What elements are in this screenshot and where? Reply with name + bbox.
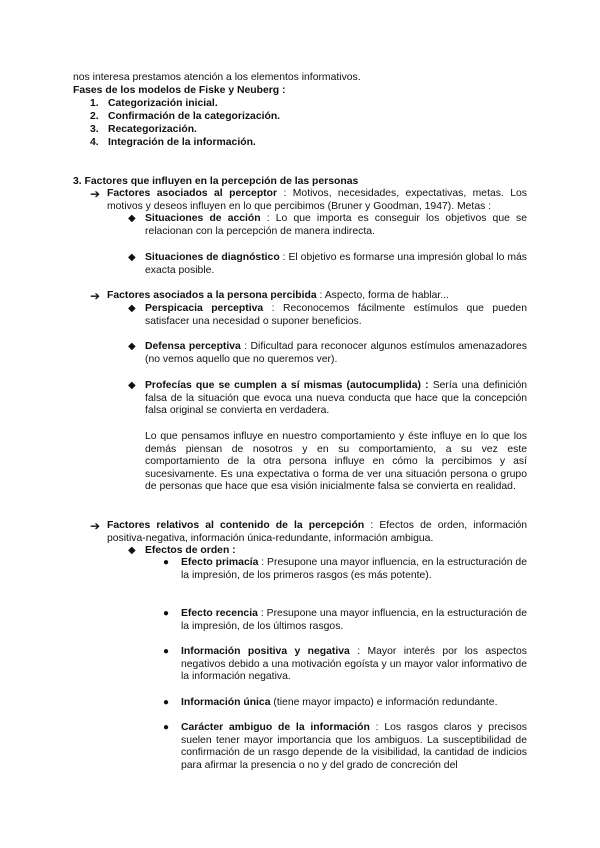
phases-heading: Fases de los modelos de Fiske y Neuberg : xyxy=(73,85,286,96)
diamond-icon: ◆ xyxy=(128,380,136,391)
persona-factors: Factores asociados a la persona percibida : Aspecto, forma de hablar... xyxy=(107,290,449,301)
diamond-icon: ◆ xyxy=(128,545,136,556)
list-item: 4. Integración de la información. xyxy=(90,137,256,148)
list-item: 1. Categorización inicial. xyxy=(90,98,218,109)
arrow-icon: ➔ xyxy=(90,289,101,303)
perceptor-factors: Factores asociados al perceptor : Motivos, necesidades, expectativas, metas. Los motivos y deseos influyen en lo que percibimos (Bruner y Goodman, 1947). Metas : xyxy=(107,188,527,212)
efectos-orden-title: Efectos de orden : xyxy=(145,545,236,556)
diamond-icon: ◆ xyxy=(128,213,136,224)
informacion-unica: Información única (tiene mayor impacto) e información redundante. xyxy=(181,697,498,708)
arrow-icon: ➔ xyxy=(90,519,101,533)
diamond-icon: ◆ xyxy=(128,252,136,263)
bullet-dot-icon: ● xyxy=(163,722,170,733)
diamond-icon: ◆ xyxy=(128,303,136,314)
situaciones-diagnostico: Situaciones de diagnóstico : El objetivo es formarse una impresión global lo más exacta posible. xyxy=(145,252,527,276)
situaciones-accion: Situaciones de acción : Lo que importa es conseguir los objetivos que se relacionan con la percepción de manera indirecta. xyxy=(145,213,527,237)
caracter-ambiguo: Carácter ambiguo de la información : Los rasgos claros y precisos suelen tener mayor importancia que los ambiguos. La susceptibilidad de confirmación de un rasgo depende de la visibilidad, la cantidad de indicios para afirmar la presencia o no y del grado de concreción del xyxy=(181,722,527,771)
arrow-icon: ➔ xyxy=(90,187,101,201)
efecto-recencia: Efecto recencia : Presupone una mayor influencia, en la estructuración de la impresión, de los últimos rasgos. xyxy=(181,608,527,632)
efecto-primacia: Efecto primacía : Presupone una mayor influencia, en la estructuración de la impresión, de los primeros rasgos (es más potente). xyxy=(181,557,527,581)
phases-list xyxy=(90,98,490,150)
bullet-dot-icon: ● xyxy=(163,697,170,708)
contenido-factors: Factores relativos al contenido de la percepción : Efectos de orden, información positiva-negativa, información única-redundante, información ambigua. xyxy=(107,520,528,544)
profecias-autocumplidas: Profecías que se cumplen a sí mismas (autocumplida) : Sería una definición falsa de la situación que evoca una nueva conducta que hace que la concepción falsa original se convierta en verdadera. xyxy=(145,380,528,417)
bullet-dot-icon: ● xyxy=(163,608,170,619)
perspicacia-perceptiva: Perspicacia perceptiva : Reconocemos fácilmente estímulos que pueden satisfacer una necesidad o suponer beneficios. xyxy=(145,303,527,327)
defensa-perceptiva: Defensa perceptiva : Dificultad para reconocer algunos estímulos amenazadores (no vemos aquello que no queremos ver). xyxy=(145,341,527,365)
diamond-icon: ◆ xyxy=(128,341,136,352)
list-item: 2. Confirmación de la categorización. xyxy=(90,111,281,122)
bullet-dot-icon: ● xyxy=(163,557,170,568)
list-item: 3. Recategorización. xyxy=(90,124,197,135)
bullet-dot-icon: ● xyxy=(163,646,170,657)
profecias-paragraph: Lo que pensamos influye en nuestro comportamiento y éste influye en lo que los demás piensan de nosotros y en su comportamiento, a su vez este comportamiento de la otra persona influye en cómo la percibimos y así sucesivamente. Es una expectativa o forma de ver una situación persona o grupo de personas que hace que esa visión inicialmente falsa se convierta en realidad. xyxy=(145,431,527,493)
informacion-positiva-negativa: Información positiva y negativa : Mayor interés por los aspectos negativos debido a una motivación egoísta y un mayor valor informativo de la información negativa. xyxy=(181,646,527,683)
section-3-heading: 3. Factores que influyen en la percepción de las personas xyxy=(73,176,359,187)
intro-line: nos interesa prestamos atención a los elementos informativos. xyxy=(73,72,361,83)
